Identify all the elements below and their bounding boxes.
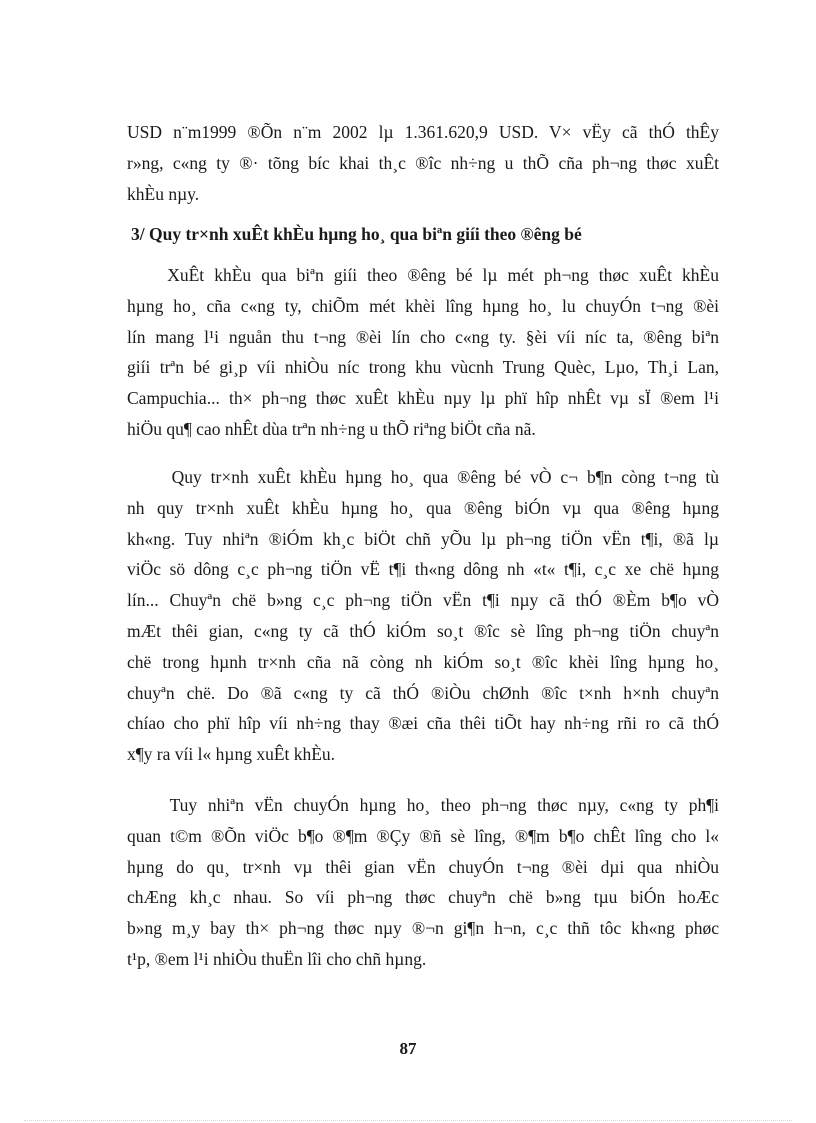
text-line: mÆt thêi gian, c«ng ty cã thÓ kiÓm so¸t ®îc sè lîng ph¬ng tiÖn chuyªn: [127, 620, 719, 641]
text-line: hµng ho¸ cña c«ng ty, chiÕm mét khèi lîng hµng ho¸ lu chuyÓn t¬ng ®èi: [127, 295, 719, 316]
text-line: chë trong hµnh tr×nh cña nã còng nh kiÓm so¸t ®îc khèi lîng hµng ho¸: [127, 651, 719, 672]
text-line: chÆng kh¸c nhau. So víi ph¬ng thøc chuyªn chë b»ng tµu biÓn hoÆc: [127, 887, 719, 908]
text-line: b»ng m¸y bay th× ph¬ng thøc nµy ®¬n gi¶n h¬n, c¸c thñ tôc kh«ng phøc: [127, 918, 719, 939]
page-number: 87: [399, 1039, 417, 1058]
text-line: quan t©m ®Õn viÖc b¶o ®¶m ®Çy ®ñ sè lîng, ®¶m b¶o chÊt lîng cho l«: [127, 825, 719, 846]
text-line: hiÖu qu¶ cao nhÊt dùa trªn nh÷ng u thÕ riªng biÖt cña nã.: [127, 418, 536, 439]
text-line: t¹p, ®em l¹i nhiÒu thuËn lîi cho chñ hµng.: [127, 948, 427, 969]
text-line: giíi trªn bé gi¸p víi nhiÒu níc trong khu vùcnh Trung Quèc, Lµo, Th¸i Lan,: [127, 357, 719, 378]
text-line: lín mang l¹i nguån thu t¬ng ®èi lín cho c«ng ty. §èi víi níc ta, ®êng biªn: [127, 326, 719, 347]
text-line: USD n¨m1999 ®Õn n¨m 2002 lµ 1.361.620,9 USD. V× vËy cã thÓ thÊy: [127, 122, 719, 142]
text-line: chuyªn chë. Do ®ã c«ng ty cã thÓ ®iÒu chØnh ®îc t×nh h×nh chuyªn: [127, 682, 719, 703]
text-line: r»ng, c«ng ty ®· tõng bíc khai th¸c ®îc nh÷ng u thÕ cña ph¬ng thøc xuÊt: [127, 152, 719, 173]
text-line: kh«ng. Tuy nhiªn ®iÓm kh¸c biÖt chñ yÕu lµ ph¬ng tiÖn vËn t¶i, ®ã lµ: [127, 528, 719, 549]
text-line: x¶y ra víi l« hµng xuÊt khÈu.: [127, 744, 336, 765]
text-line: lín... Chuyªn chë b»ng c¸c ph¬ng tiÖn vËn t¶i nµy cã thÓ ®Èm b¶o vÒ: [127, 590, 719, 611]
text-line: hµng do qu¸ tr×nh vµ thêi gian vËn chuyÓn t¬ng ®èi dµi qua nhiÒu: [127, 856, 719, 877]
section-heading: 3/ Quy tr×nh xuÊt khÈu hµng ho¸ qua biªn giíi theo ®êng bé: [131, 224, 582, 244]
text-line: chíao cho phï hîp víi nh÷ng thay ®æi cña thêi tiÕt hay nh÷ng rñi ro cã thÓ: [127, 713, 719, 734]
text-line: Tuy nhiªn vËn chuyÓn hµng ho¸ theo ph¬ng thøc nµy, c«ng ty ph¶i: [127, 795, 719, 815]
paragraph-transport-considerations: [127, 790, 719, 975]
text-line: Campuchia... th× ph¬ng thøc xuÊt khÈu nµy lµ phï hîp nhÊt vµ sÏ ®em l¹i: [127, 388, 719, 409]
paragraph-usd-figures: [127, 117, 719, 209]
text-line: nh quy tr×nh xuÊt khÈu hµng ho¸ qua ®êng biÓn vµ qua ®êng hµng: [127, 497, 719, 518]
paragraph-road-process: [127, 462, 719, 770]
text-line: viÖc sö dông c¸c ph¬ng tiÖn vË t¶i th«ng dông nh «t« t¶i, c¸c xe chë hµng: [127, 559, 719, 580]
text-line: Quy tr×nh xuÊt khÈu hµng ho¸ qua ®êng bé vÒ c¬ b¶n còng t¬ng tù: [127, 467, 719, 487]
page-bottom-rule: [24, 1120, 792, 1121]
text-line: XuÊt khÈu qua biªn giíi theo ®êng bé lµ mét ph¬ng thøc xuÊt khÈu: [127, 265, 719, 285]
text-line: khÈu nµy.: [127, 183, 200, 204]
paragraph-border-export-intro: [127, 260, 719, 445]
